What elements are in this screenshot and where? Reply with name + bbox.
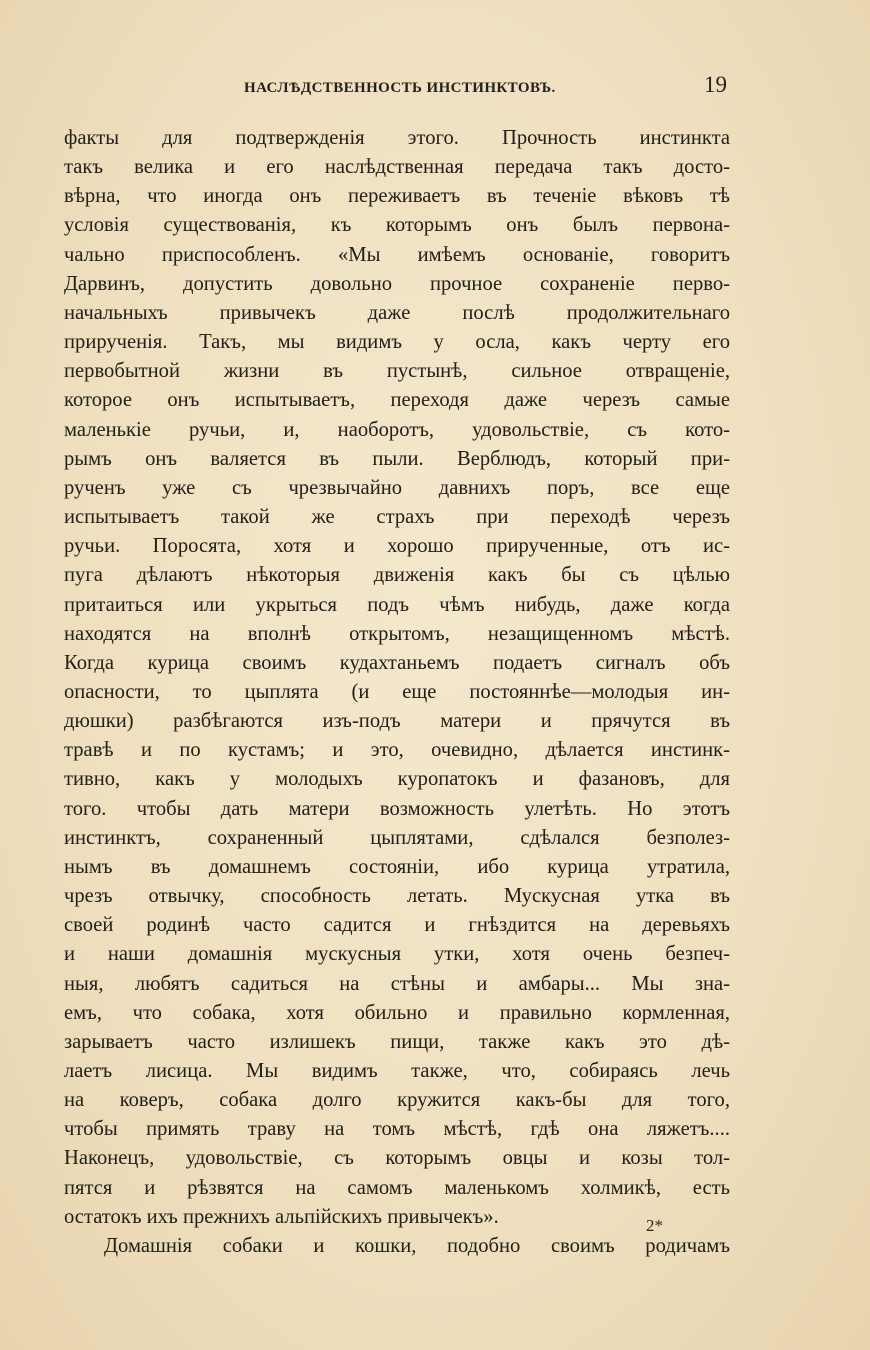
text-line: чально приспособленъ. «Мы имѣемъ основаніе, говоритъ [64,243,730,266]
text-line: опасности, то цыплята (и еще постояннѣе—молодыя ин- [64,680,730,703]
text-line: чтобы примять траву на томъ мѣстѣ, гдѣ она ляжетъ.... [64,1118,730,1141]
text-line: дюшки) разбѣгаются изъ-подъ матери и прячутся въ [64,710,730,733]
page-number: 19 [704,72,727,97]
text-line: находятся на вполнѣ открытомъ, незащищенномъ мѣстѣ. [64,622,730,645]
text-line: пятся и рѣзвятся на самомъ маленькомъ холмикѣ, есть [64,1176,730,1199]
text-line: тивно, какъ у молодыхъ куропатокъ и фазановъ, для [64,768,730,791]
text-line: прирученія. Такъ, мы видимъ у осла, какъ черту его [64,331,730,354]
text-line: на коверъ, собака долго кружится какъ-бы для того, [64,1089,730,1112]
signature-mark: 2* [646,1216,663,1235]
text-line: и наши домашнія мускусныя утки, хотя очень безпеч- [64,943,730,966]
text-line: остатокъ ихъ прежнихъ альпійскихъ привычекъ». [64,1205,499,1228]
body-text [64,124,730,1261]
text-line: Дарвинъ, допустить довольно прочное сохраненіе перво- [64,272,730,295]
text-line: пуга дѣлаютъ нѣкоторыя движенія какъ бы съ цѣлью [64,564,730,587]
text-line: которое онъ испытываетъ, переходя даже черезъ самые [64,389,730,412]
text-line: зарываетъ часто излишекъ пищи, также какъ это дѣ- [64,1030,730,1053]
text-line: лаетъ лисица. Мы видимъ также, что, собираясь лечь [64,1060,730,1082]
text-line: ручьи. Поросята, хотя и хорошо прирученные, отъ ис- [64,535,730,558]
text-line: вѣрна, что иногда онъ переживаетъ въ теченіе вѣковъ тѣ [64,185,730,208]
text-line: ныя, любятъ садиться на стѣны и амбары... Мы зна- [64,972,730,995]
text-line: условія существованія, къ которымъ онъ былъ первона- [64,214,730,237]
text-line: рымъ онъ валяется въ пыли. Верблюдъ, который при- [64,447,730,470]
text-line: Когда курица своимъ кудахтаньемъ подаетъ сигналъ объ [64,651,730,674]
text-line: начальныхъ привычекъ даже послѣ продолжительнаго [64,301,730,324]
text-line: того. чтобы дать матери возможность улетѣть. Но этотъ [64,797,730,820]
text-line: испытываетъ такой же страхъ при переходѣ черезъ [64,506,730,529]
text-line: Наконецъ, удовольствіе, съ которымъ овцы и козы тол- [64,1147,730,1170]
text-line: рученъ уже съ чрезвычайно давнихъ поръ, все еще [64,476,730,499]
text-line: чрезъ отвычку, способность летать. Мускусная утка въ [64,885,730,908]
text-line: такъ велика и его наслѣдственная передача такъ досто- [64,156,730,179]
text-line: первобытной жизни въ пустынѣ, сильное отвращеніе, [64,360,730,383]
text-line: маленькіе ручьи, и, наоборотъ, удовольствіе, съ кото- [64,418,730,441]
text-line: нымъ въ домашнемъ состояніи, ибо курица утратила, [64,855,730,878]
text-line: факты для подтвержденія этого. Прочность инстинкта [64,127,730,149]
text-line: своей родинѣ часто садится и гнѣздится на деревьяхъ [64,914,730,937]
text-line: притаиться или укрыться подъ чѣмъ нибудь, даже когда [64,593,730,616]
running-title: НАСЛѢДСТВЕННОСТЬ ИНСТИНКТОВЪ. [244,80,556,96]
text-line: травѣ и по кустамъ; и это, очевидно, дѣлается инстинк- [64,739,730,762]
text-line: емъ, что собака, хотя обильно и правильно кормленная, [64,1001,730,1024]
text-line: Домашнія собаки и кошки, подобно своимъ родичамъ [104,1234,730,1257]
text-line: инстинктъ, сохраненный цыплятами, сдѣлался безполез- [64,826,730,849]
